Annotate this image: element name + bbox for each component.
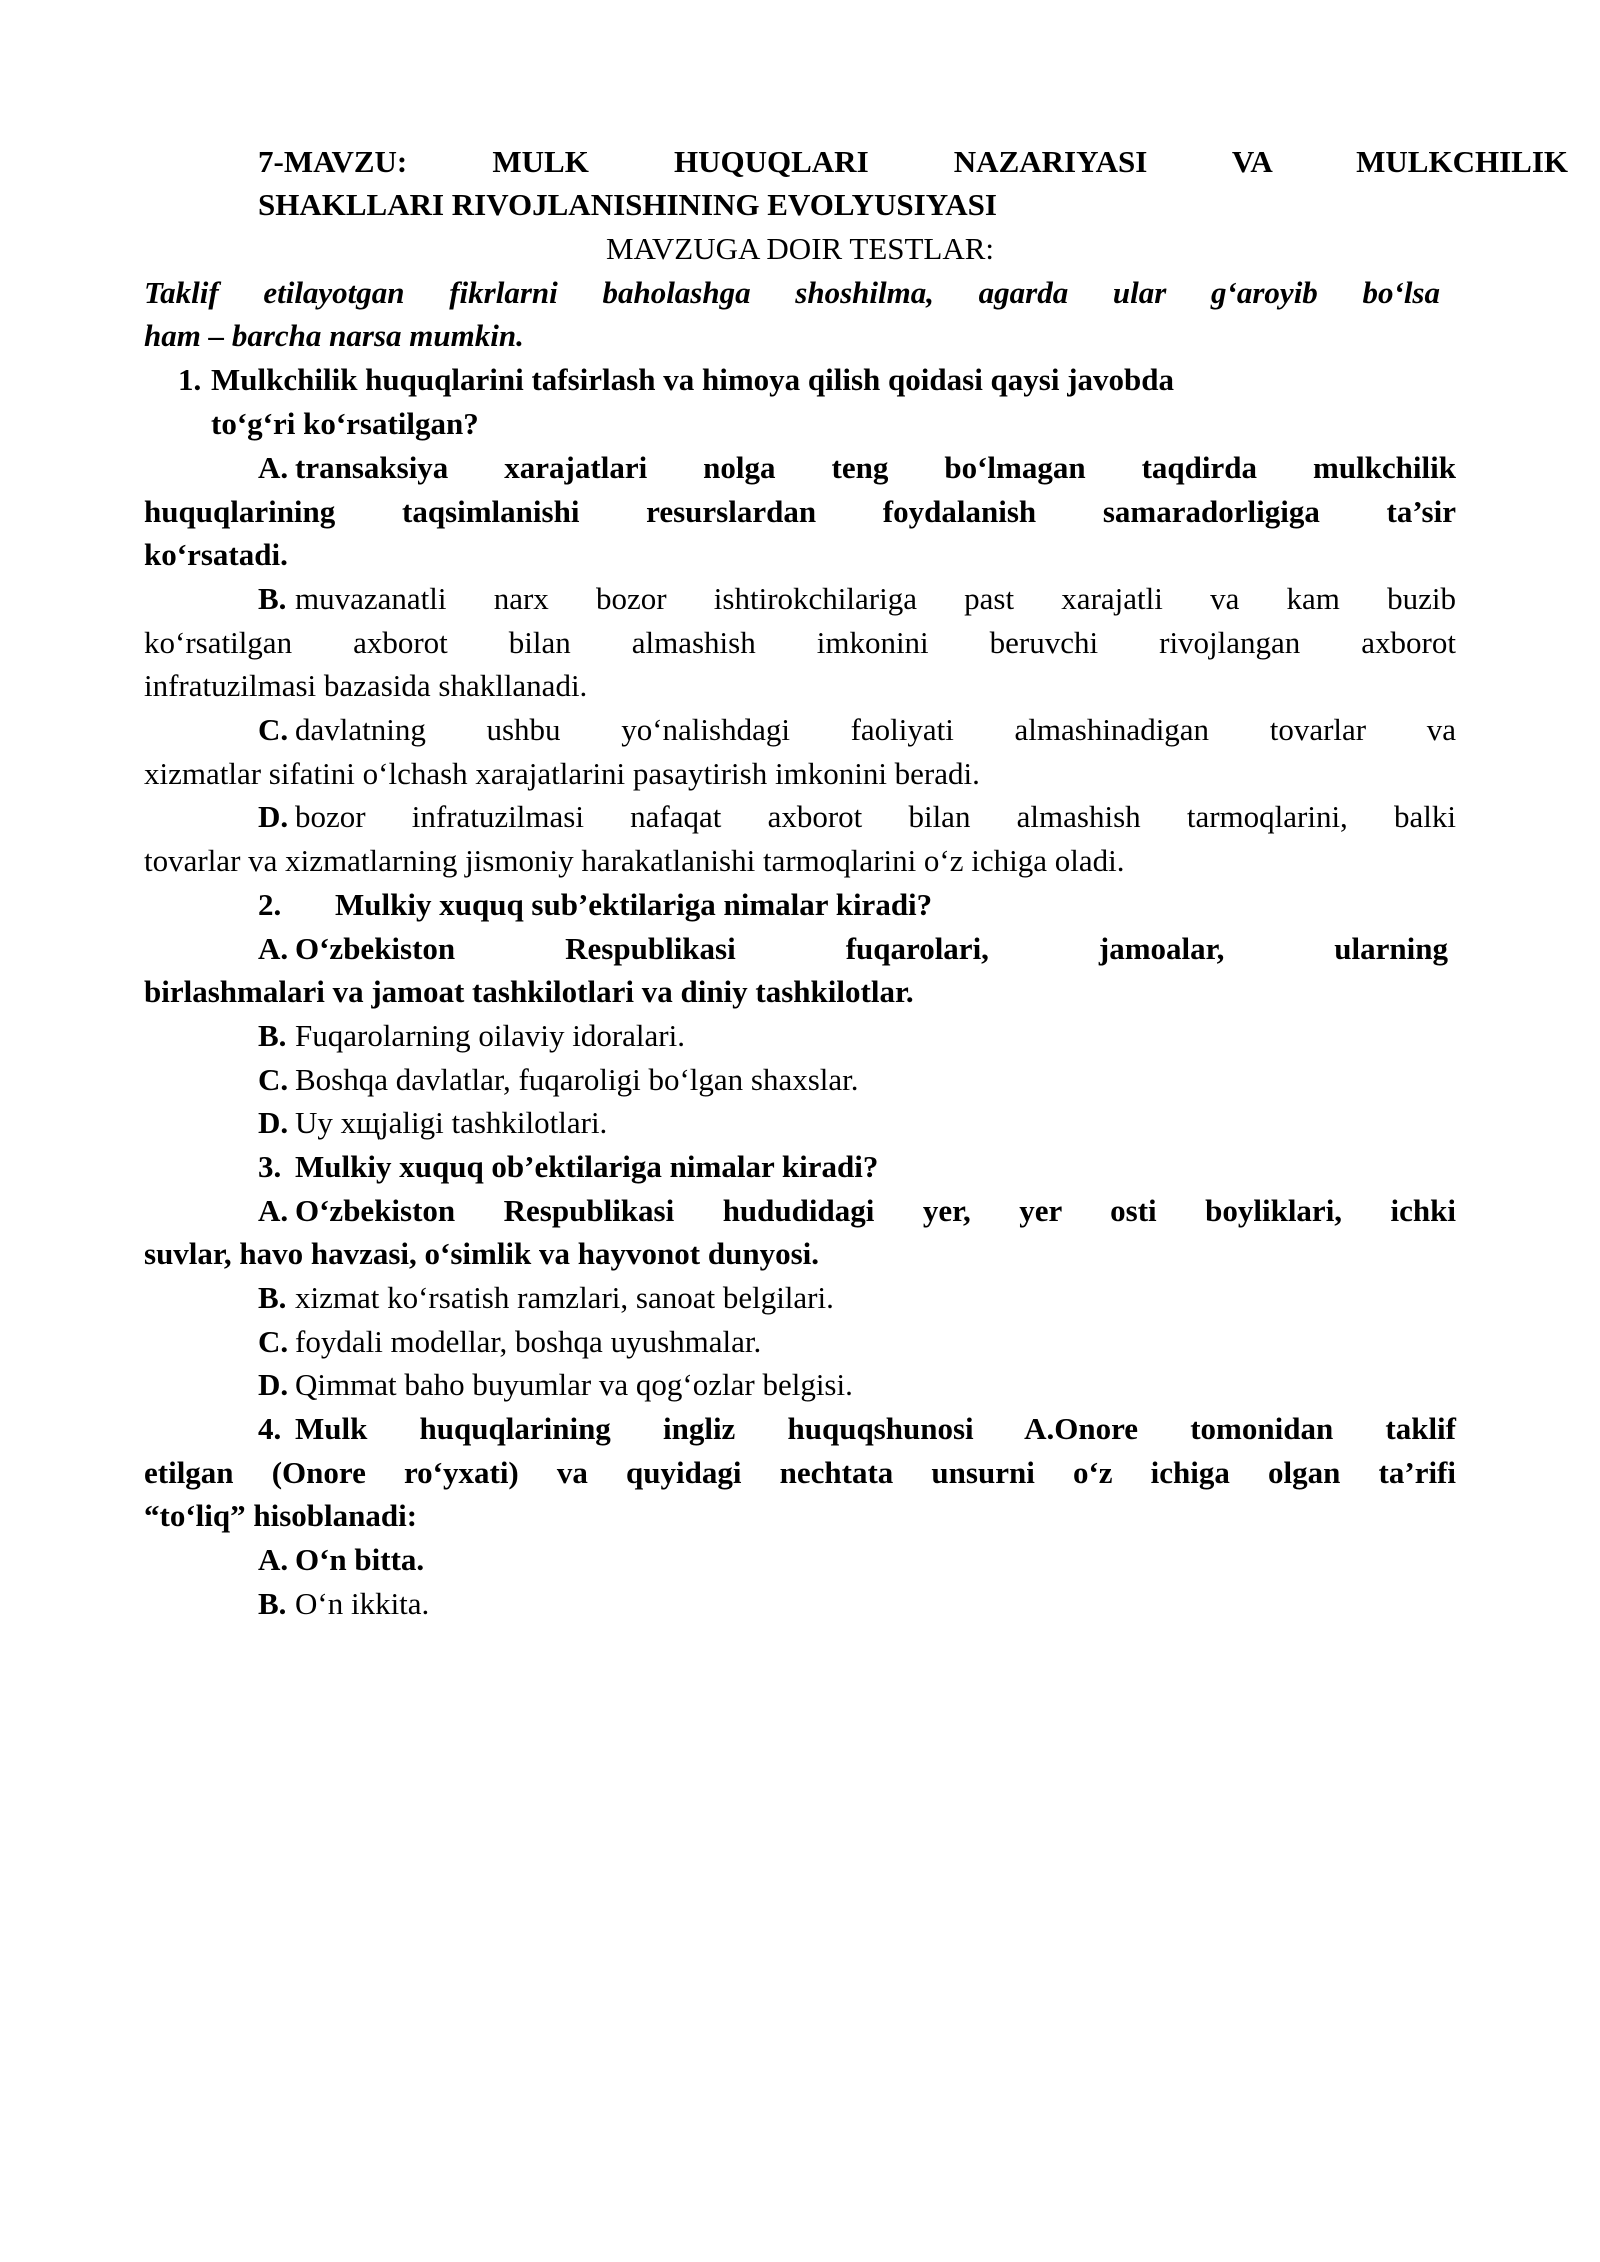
- q4-option-b: [258, 1582, 429, 1625]
- question-text: Mulk huquqlarining ingliz huquqshunosi A.Onore tomonidan taklif: [295, 1411, 1456, 1446]
- q4-option-a: [258, 1538, 424, 1581]
- option-text: O‘zbekiston Respublikasi hududidagi yer, yer osti boyliklari, ichki: [295, 1193, 1456, 1228]
- option-text: O‘zbekiston Respublikasi fuqarolari, jamoalar, ularning: [295, 931, 1448, 966]
- q1-option-c-line-1: [258, 708, 1456, 751]
- option-text: muvazanatli narx bozor ishtirokchilariga past xarajatli va kam buzib: [295, 581, 1456, 616]
- option-label: A.: [258, 1542, 289, 1577]
- option-label: B.: [258, 1586, 287, 1621]
- question-1-line-1: Mulkchilik huquqlarini tafsirlash va himoya qilish qoidasi qaysi javobda: [211, 362, 1175, 397]
- title-word: VA: [1231, 144, 1271, 179]
- q1-option-b-line-1: [258, 577, 1456, 620]
- question-4-line-3: “to‘liq” hisoblanadi:: [144, 1498, 418, 1533]
- question-2-number: 2.: [258, 887, 282, 922]
- option-text: O‘n bitta.: [295, 1542, 425, 1577]
- option-text: Qimmat baho buyumlar va qog‘ozlar belgisi.: [295, 1367, 853, 1402]
- q1-option-c-line-2: xizmatlar sifatini o‘lchash xarajatlarini pasaytirish imkonini beradi.: [144, 756, 980, 791]
- option-text: xizmat ko‘rsatish ramzlari, sanoat belgilari.: [295, 1280, 834, 1315]
- q1-option-b-line-2: ko‘rsatilgan axborot bilan almashish imkonini beruvchi rivojlangan axborot: [144, 625, 1456, 660]
- q2-option-a-line-1: [258, 927, 1448, 970]
- option-label: D.: [258, 1367, 289, 1402]
- q1-option-a-line-2: huquqlarining taqsimlanishi resurslardan foydalanish samaradorligiga ta’sir: [144, 494, 1456, 529]
- question-number: 4.: [258, 1411, 282, 1446]
- option-text: bozor infratuzilmasi nafaqat axborot bilan almashish tarmoqlarini, balki: [295, 799, 1456, 834]
- q3-option-c: [258, 1320, 761, 1363]
- title-word: NAZARIYASI: [953, 144, 1148, 179]
- title-word: MULKCHILIK: [1356, 144, 1569, 179]
- q2-option-b: [258, 1014, 685, 1057]
- option-text: O‘n ikkita.: [295, 1586, 430, 1621]
- option-label: C.: [258, 1062, 289, 1097]
- option-text: Boshqa davlatlar, fuqaroligi bo‘lgan shaxslar.: [295, 1062, 859, 1097]
- q1-option-a-line-3: ko‘rsatadi.: [144, 537, 288, 572]
- question-3: [258, 1145, 878, 1188]
- question-2-text: Mulkiy xuquq sub’ektilariga nimalar kiradi?: [335, 887, 933, 922]
- title-word: HUQUQLARI: [674, 144, 869, 179]
- option-text: foydali modellar, boshqa uyushmalar.: [295, 1324, 762, 1359]
- q1-option-d-line-1: [258, 795, 1456, 838]
- question-text: Mulkiy xuquq ob’ektilariga nimalar kiradi?: [295, 1149, 879, 1184]
- option-label: A.: [258, 931, 289, 966]
- epigraph-line-1: Taklif etilayotgan fikrlarni baholashga shoshilma, agarda ular g‘aroyib bo‘lsa: [144, 275, 1440, 310]
- q1-option-b-line-3: infratuzilmasi bazasida shakllanadi.: [144, 668, 588, 703]
- epigraph-line-2: ham – barcha narsa mumkin.: [144, 318, 524, 353]
- question-1-line-2: to‘g‘ri ko‘rsatilgan?: [211, 406, 479, 441]
- option-label: D.: [258, 1105, 289, 1140]
- title-line-1: [258, 140, 1568, 183]
- option-text: davlatning ushbu yo‘nalishdagi faoliyati almashinadigan tovarlar va: [295, 712, 1456, 747]
- option-label: B.: [258, 1018, 287, 1053]
- option-text: transaksiya xarajatlari nolga teng bo‘lmagan taqdirda mulkchilik: [295, 450, 1456, 485]
- q2-option-d: [258, 1101, 607, 1144]
- title-word: 7-MAVZU:: [258, 144, 408, 179]
- page-subtitle: MAVZUGA DOIR TESTLAR:: [605, 231, 995, 266]
- title-word: MULK: [492, 144, 589, 179]
- title-line-2: SHAKLLARI RIVOJLANISHINING EVOLYUSIYASI: [258, 187, 997, 222]
- option-label: A.: [258, 1193, 289, 1228]
- question-4-line-1: [258, 1407, 1456, 1450]
- option-label: B.: [258, 581, 287, 616]
- q1-option-d-line-2: tovarlar va xizmatlarning jismoniy harakatlanishi tarmoqlarini o‘z ichiga oladi.: [144, 843, 1125, 878]
- q3-option-b: [258, 1276, 834, 1319]
- q2-option-c: [258, 1058, 859, 1101]
- question-number: 3.: [258, 1149, 282, 1184]
- question-1-number: 1.: [178, 362, 202, 397]
- q1-option-a-line-1: [258, 446, 1456, 489]
- q2-option-a-line-2: birlashmalari va jamoat tashkilotlari va diniy tashkilotlar.: [144, 974, 914, 1009]
- option-label: B.: [258, 1280, 287, 1315]
- option-text: Uy хщjaligi tashkilotlari.: [295, 1105, 608, 1140]
- option-label: A.: [258, 450, 289, 485]
- q3-option-a-line-1: [258, 1189, 1456, 1232]
- option-label: D.: [258, 799, 289, 834]
- option-text: Fuqarolarning oilaviy idoralari.: [295, 1018, 685, 1053]
- option-label: C.: [258, 1324, 289, 1359]
- option-label: C.: [258, 712, 289, 747]
- question-4-line-2: etilgan (Onore ro‘yxati) va quyidagi nechtata unsurni o‘z ichiga olgan ta’rifi: [144, 1455, 1456, 1490]
- q3-option-a-line-2: suvlar, havo havzasi, o‘simlik va hayvonot dunyosi.: [144, 1236, 819, 1271]
- q3-option-d: [258, 1363, 853, 1406]
